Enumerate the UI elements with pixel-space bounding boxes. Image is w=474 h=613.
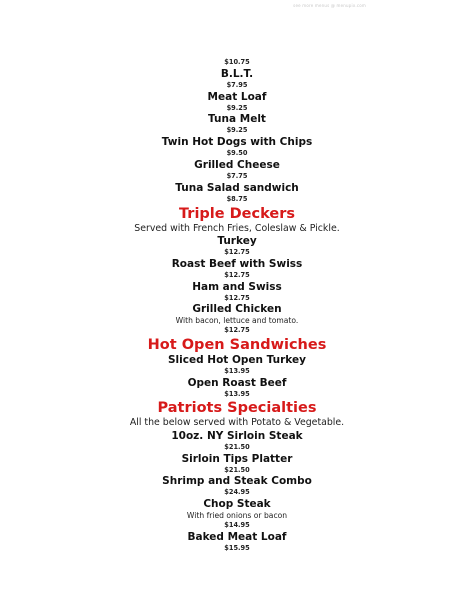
item-name: 10oz. NY Sirloin Steak: [171, 429, 303, 442]
item-name: Baked Meat Loaf: [187, 530, 287, 543]
item-price: $12.75: [224, 293, 250, 302]
menu-item: [0, 258, 474, 281]
section-title-hot-open-sandwiches: Hot Open Sandwiches: [147, 336, 327, 353]
item-description: With bacon, lettuce and tomato.: [175, 316, 299, 326]
menu-item: [0, 235, 474, 258]
item-name: Shrimp and Steak Combo: [162, 475, 312, 488]
item-price: $8.75: [226, 194, 248, 203]
menu-item: [0, 281, 474, 304]
menu-item: [0, 91, 474, 114]
menu-item: [0, 430, 474, 453]
menu-item: [0, 475, 474, 498]
item-price: $21.50: [224, 442, 250, 451]
watermark-text: see more menus @ menupix.com: [293, 3, 366, 8]
section-title-triple-deckers: Triple Deckers: [179, 205, 295, 222]
item-price: $24.95: [224, 488, 250, 497]
menu-item: [0, 453, 474, 476]
item-name: B.L.T.: [220, 67, 254, 80]
item-price: $12.75: [224, 248, 250, 257]
item-price: $12.75: [224, 270, 250, 279]
menu-item: [0, 531, 474, 554]
item-price: $14.95: [224, 520, 250, 529]
menu-item: [0, 68, 474, 91]
item-name: Chop Steak: [203, 498, 271, 511]
item-price: $13.95: [224, 366, 250, 375]
item-name: Sirloin Tips Platter: [181, 452, 293, 465]
item-description: With fried onions or bacon: [186, 511, 288, 521]
item-name: Grilled Cheese: [194, 158, 280, 171]
leading-price: $10.75: [224, 58, 250, 66]
item-price: $9.25: [226, 126, 248, 135]
item-name: Tuna Melt: [208, 113, 266, 126]
menu-item: [0, 159, 474, 182]
menu-item: [0, 498, 474, 530]
menu-item: [0, 303, 474, 335]
item-name: Turkey: [217, 235, 257, 248]
section-title-patriots-specialties: Patriots Specialties: [157, 400, 317, 417]
item-price: $12.75: [224, 325, 250, 334]
item-price: $13.95: [224, 389, 250, 398]
item-price: $7.95: [226, 80, 248, 89]
item-price: $9.50: [226, 149, 248, 158]
menu-item: [0, 182, 474, 205]
item-name: Grilled Chicken: [192, 303, 282, 316]
item-price: $9.25: [226, 103, 248, 112]
item-name: Open Roast Beef: [187, 376, 287, 389]
item-price: $21.50: [224, 465, 250, 474]
item-name: Meat Loaf: [207, 90, 267, 103]
item-price: $7.75: [226, 171, 248, 180]
menu-item: [0, 377, 474, 400]
menu-item: [0, 113, 474, 136]
section-note: Served with French Fries, Coleslaw & Pickle.: [134, 222, 340, 234]
item-name: Tuna Salad sandwich: [175, 181, 299, 194]
item-name: Ham and Swiss: [192, 280, 282, 293]
menu-item: [0, 136, 474, 159]
item-price: $15.95: [224, 543, 250, 552]
item-name: Roast Beef with Swiss: [171, 257, 303, 270]
item-name: Twin Hot Dogs with Chips: [161, 136, 313, 149]
menu-item: [0, 354, 474, 377]
item-name: Sliced Hot Open Turkey: [168, 353, 306, 366]
section-note: All the below served with Potato & Vegetable.: [129, 417, 345, 429]
menu-page: [0, 58, 474, 553]
